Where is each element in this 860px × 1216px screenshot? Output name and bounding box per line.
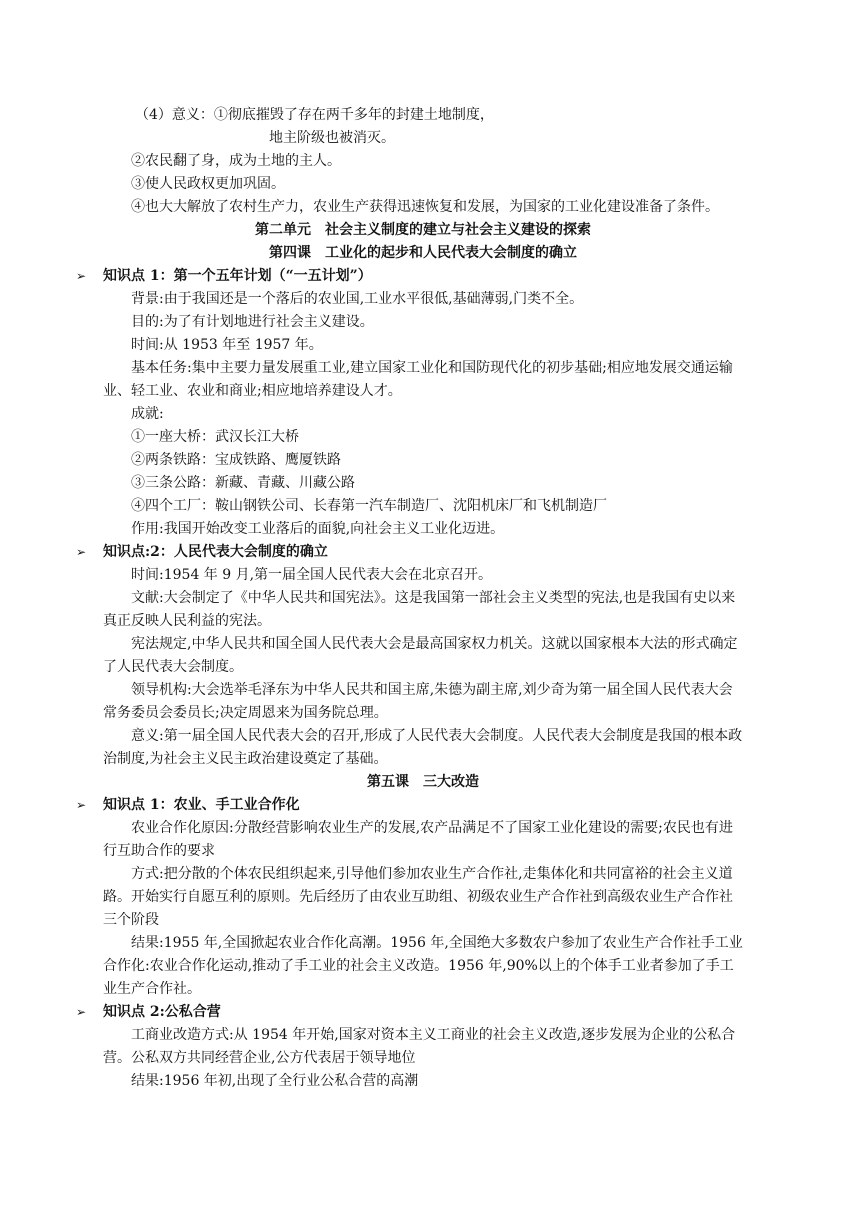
arrow-bullet-icon: ➢ <box>76 545 87 559</box>
paragraph: 结果:1956 年初,出现了全行业公私合营的高潮 <box>131 1073 419 1089</box>
paragraph: 工商业改造方式:从 1954 年开始,国家对资本主义工商业的社会主义改造,逐步发展为企业的公私合营。公私双方共同经营企业,公方代表居于领导地位 <box>103 1027 736 1066</box>
paragraph: 背景:由于我国还是一个落后的农业国,工业水平很低,基础薄弱,门类不全。 <box>131 291 584 307</box>
lesson5-title: 第五课 三大改造 <box>367 774 479 790</box>
knowledge-point-title: 知识点 1：第一个五年计划（“一五计划”） <box>103 268 372 284</box>
paragraph: 领导机构:大会选举毛泽东为中华人民共和国主席,朱德为副主席,刘少奇为第一届全国人民代表大会常务委员会委员长;决定周恩来为国务院总理。 <box>103 682 733 721</box>
significance-line-2: ②农民翻了身，成为土地的主人。 <box>131 153 341 169</box>
paragraph: 宪法规定,中华人民共和国全国人民代表大会是最高国家权力机关。这就以国家根本大法的形式确定了人民代表大会制度。 <box>103 636 738 675</box>
paragraph: ④四个工厂：鞍山钢铁公司、长春第一汽车制造厂、沈阳机床厂和飞机制造厂 <box>131 498 607 514</box>
knowledge-point-heading <box>76 541 743 564</box>
significance-line-4: ④也大大解放了农村生产力，农业生产获得迅速恢复和发展，为国家的工业化建设准备了条件。 <box>131 199 719 215</box>
paragraph: ①一座大桥：武汉长江大桥 <box>131 429 299 445</box>
paragraph: 成就: <box>131 406 164 422</box>
paragraph: 时间:从 1953 年至 1957 年。 <box>131 337 323 353</box>
significance-line-1: （4）意义：①彻底摧毁了存在两千多年的封建土地制度， <box>135 107 494 123</box>
paragraph: 结果:1955 年,全国掀起农业合作化高潮。1956 年,全国绝大多数农户参加了农业生产合作社手工业合作化:农业合作化运动,推动了手工业的社会主义改造。1956 年,90%以上的个体手工业者参加了手工业生产合作社。 <box>103 935 743 997</box>
paragraph: 基本任务:集中主要力量发展重工业,建立国家工业化和国防现代化的初步基础;相应地发展交通运输业、轻工业、农业和商业;相应地培养建设人才。 <box>103 360 733 399</box>
arrow-bullet-icon: ➢ <box>76 1005 87 1019</box>
knowledge-point-heading <box>76 794 743 817</box>
paragraph: 目的:为了有计划地进行社会主义建设。 <box>131 314 374 330</box>
knowledge-point-heading <box>76 265 743 288</box>
arrow-bullet-icon: ➢ <box>76 798 87 812</box>
paragraph: 作用:我国开始改变工业落后的面貌,向社会主义工业化迈进。 <box>131 521 505 537</box>
arrow-bullet-icon: ➢ <box>76 269 87 283</box>
significance-line-3: ③使人民政权更加巩固。 <box>131 176 285 192</box>
paragraph: ③三条公路：新藏、青藏、川藏公路 <box>131 475 355 491</box>
paragraph: ②两条铁路：宝成铁路、鹰厦铁路 <box>131 452 341 468</box>
lesson4-title: 第四课 工业化的起步和人民代表大会制度的确立 <box>269 245 577 261</box>
paragraph: 农业合作化原因:分散经营影响农业生产的发展,农产品满足不了国家工业化建设的需要;农民也有进行互助合作的要求 <box>103 820 733 859</box>
paragraph: 文献:大会制定了《中华人民共和国宪法》。这是我国第一部社会主义类型的宪法,也是我国有史以来真正反映人民利益的宪法。 <box>103 590 736 629</box>
document-content <box>76 104 743 1093</box>
unit-title: 第二单元 社会主义制度的建立与社会主义建设的探索 <box>255 222 591 238</box>
paragraph: 时间:1954 年 9 月,第一届全国人民代表大会在北京召开。 <box>131 567 493 583</box>
knowledge-point-title: 知识点 1：农业、手工业合作化 <box>103 797 300 813</box>
knowledge-point-title: 知识点:2：人民代表大会制度的确立 <box>103 544 328 560</box>
knowledge-point-heading <box>76 1001 743 1024</box>
paragraph: 方式:把分散的个体农民组织起来,引导他们参加农业生产合作社,走集体化和共同富裕的社会主义道路。开始实行自愿互利的原则。先后经历了由农业互助组、初级农业生产合作社到高级农业生产合作社三个阶段 <box>103 866 733 928</box>
significance-line-1-cont: 地主阶级也被消灭。 <box>269 130 395 146</box>
paragraph: 意义:第一届全国人民代表大会的召开,形成了人民代表大会制度。人民代表大会制度是我国的根本政治制度,为社会主义民主政治建设奠定了基础。 <box>103 728 743 767</box>
knowledge-point-title: 知识点 2:公私合营 <box>103 1004 221 1020</box>
